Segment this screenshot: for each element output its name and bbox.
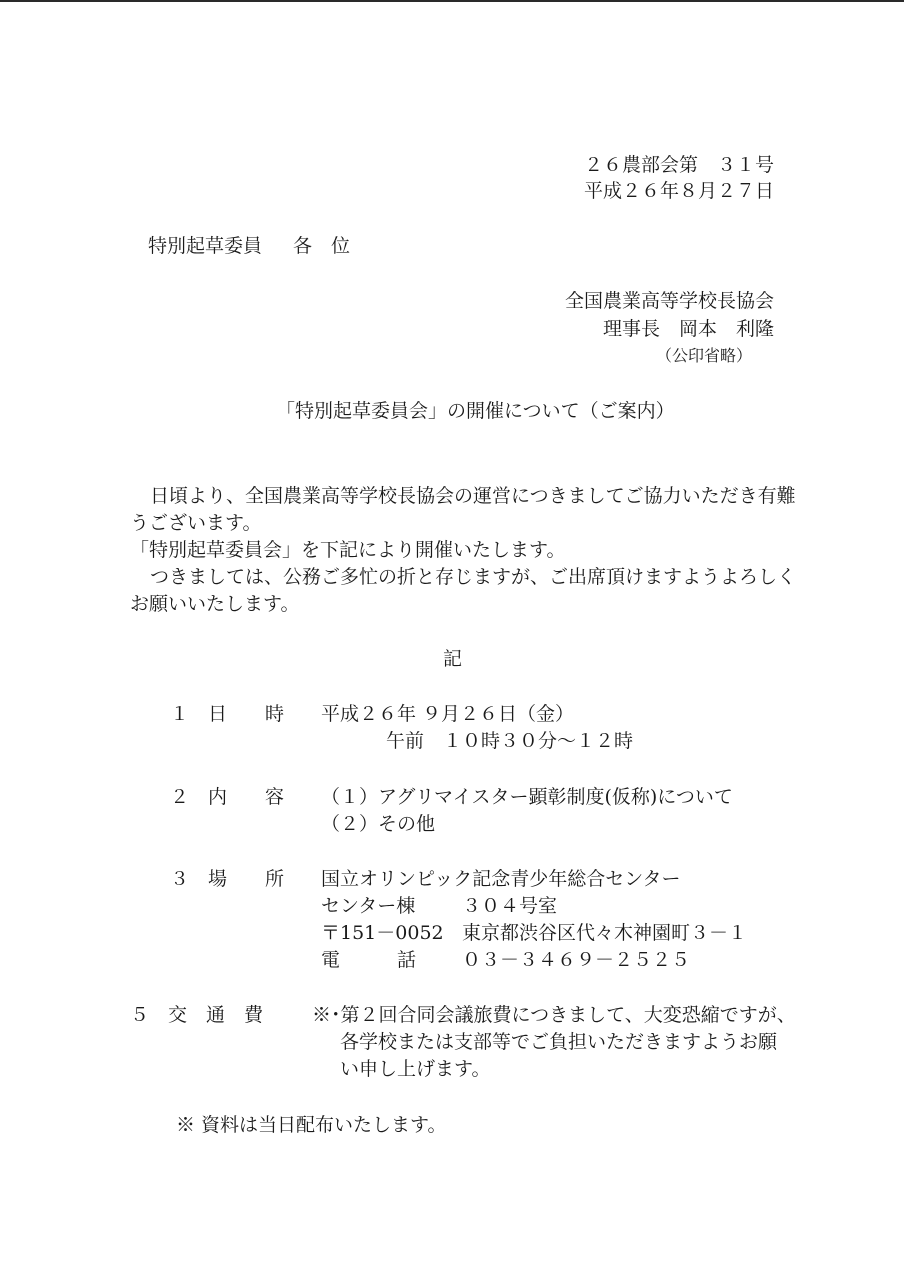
footnote-materials: ※ 資料は当日配布いたします。 — [176, 1114, 447, 1136]
subject-title: 「特別起草委員会」の開催について（ご案内） — [276, 400, 675, 422]
body-line-5: お願いいたします。 — [130, 593, 300, 615]
ki-heading: 記 — [443, 648, 463, 670]
body-line-1: 日頃より、全国農業高等学校長協会の運営につきましてご協力いただき有難 — [150, 485, 796, 507]
scan-top-border — [0, 0, 904, 2]
item3-building-label: センター棟 — [321, 895, 416, 917]
item3-phone-label: 電 話 — [321, 949, 417, 971]
body-line-4: つきましては、公務ご多忙の折と存じますが、ご出席頂けますようよろしく — [150, 566, 797, 588]
sender-title-name: 理事長 岡本 利隆 — [602, 318, 774, 340]
item2-label: ２ 内 容 — [170, 786, 285, 808]
sender-organization: 全国農業高等学校長協会 — [564, 290, 774, 312]
item1-label: １ 日 時 — [170, 703, 285, 725]
document-number: ２６農部会第 ３１号 — [583, 154, 774, 176]
item3-venue: 国立オリンピック記念青少年総合センター — [321, 868, 681, 890]
item2-topic-1: （１）アグリマイスター顕彰制度(仮称)について — [321, 786, 733, 808]
body-line-2: うございます。 — [130, 512, 262, 534]
addressee-honorific: 各 位 — [293, 235, 351, 257]
addressee-to: 特別起草委員 — [148, 235, 263, 257]
item2-topic-2: （２）その他 — [321, 813, 436, 835]
item3-room: ３０４号室 — [462, 895, 558, 917]
item3-phone-number: ０３－３４６９－２５２５ — [462, 949, 691, 971]
item3-address: 東京都渋谷区代々木神園町３－１ — [462, 922, 748, 944]
item5-line-3: い申し上げます。 — [340, 1058, 491, 1080]
item3-postal-code: 〒151－0052 — [321, 922, 444, 944]
item3-label: ３ 場 所 — [170, 868, 285, 890]
item1-date: 平成２６年 ９月２６日（金） — [321, 703, 575, 725]
body-line-3: 「特別起草委員会」を下記により開催いたします。 — [130, 539, 566, 561]
item5-line-2: 各学校または支部等でご負担いただきますようお願 — [340, 1031, 778, 1053]
document-date: 平成２６年８月２７日 — [583, 180, 774, 202]
seal-omitted-note: （公印省略） — [655, 346, 752, 365]
item1-time: 午前 １０時３０分～１２時 — [386, 730, 634, 752]
item5-line-1: ※･第２回合同会議旅費につきまして、大変恐縮ですが、 — [312, 1004, 796, 1026]
item5-label: ５ 交 通 費 — [130, 1004, 264, 1026]
